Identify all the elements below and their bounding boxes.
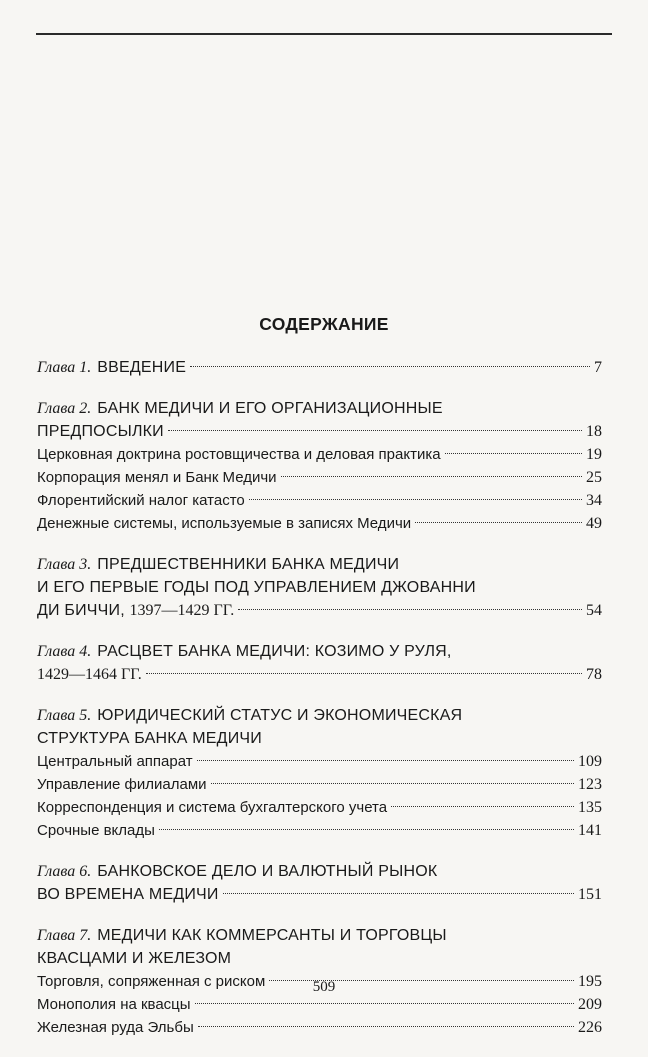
section-title: Денежные системы, используемые в записях Медичи [37, 515, 412, 532]
page-ref: 19 [586, 446, 602, 463]
dot-leader [195, 1003, 574, 1004]
section-title: Монополия на квасцы [37, 996, 191, 1013]
page-ref: 226 [578, 1019, 602, 1036]
page-ref: 34 [586, 492, 602, 509]
top-rule [36, 33, 612, 35]
chapter-title: ВВЕДЕНИЕ [97, 359, 187, 376]
chapter-2 [37, 397, 602, 535]
chapter-years: 1397—1429 ГГ. [129, 602, 235, 619]
chapter-4 [37, 640, 602, 686]
dot-leader [391, 806, 574, 807]
chapter-prefix: Глава 7. [37, 927, 92, 944]
dot-leader [281, 476, 582, 477]
chapter-prefix: Глава 5. [37, 707, 92, 724]
table-of-contents [37, 356, 602, 1057]
dot-leader [238, 609, 582, 610]
dot-leader [415, 522, 582, 523]
chapter-title: ЮРИДИЧЕСКИЙ СТАТУС И ЭКОНОМИЧЕСКАЯ [97, 707, 463, 724]
chapter-title: РАСЦВЕТ БАНКА МЕДИЧИ: КОЗИМО У РУЛЯ, [97, 643, 452, 660]
page-ref: 151 [578, 886, 602, 903]
chapter-title-cont: ДИ БИЧЧИ, [37, 602, 130, 619]
page-ref: 209 [578, 996, 602, 1013]
chapter-title: БАНК МЕДИЧИ И ЕГО ОРГАНИЗАЦИОННЫЕ [97, 400, 443, 417]
page-ref: 195 [578, 973, 602, 990]
chapter-title: БАНКОВСКОЕ ДЕЛО И ВАЛЮТНЫЙ РЫНОК [97, 863, 438, 880]
page-ref: 135 [578, 799, 602, 816]
section-title: Корпорация менял и Банк Медичи [37, 469, 277, 486]
section-title: Центральный аппарат [37, 753, 193, 770]
section-title: Торговля, сопряженная с риском [37, 973, 266, 990]
chapter-title: МЕДИЧИ КАК КОММЕРСАНТЫ И ТОРГОВЦЫ [97, 927, 447, 944]
chapter-title: ПРЕДШЕСТВЕННИКИ БАНКА МЕДИЧИ [97, 556, 400, 573]
page-title: СОДЕРЖАНИЕ [259, 314, 389, 334]
section-title: Корреспонденция и система бухгалтерского учета [37, 799, 388, 816]
dot-leader [198, 1026, 574, 1027]
page-ref: 25 [586, 469, 602, 486]
page-number: 509 [312, 979, 336, 995]
chapter-title-cont: КВАСЦАМИ И ЖЕЛЕЗОМ [37, 950, 232, 967]
dot-leader [159, 829, 574, 830]
chapter-prefix: Глава 4. [37, 643, 92, 660]
chapter-title-cont: ПРЕДПОСЫЛКИ [37, 423, 164, 440]
page-ref: 123 [578, 776, 602, 793]
dot-leader [146, 673, 582, 674]
dot-leader [168, 430, 582, 431]
section-title: Флорентийский налог катасто [37, 492, 245, 509]
chapter-title-cont: СТРУКТУРА БАНКА МЕДИЧИ [37, 730, 262, 747]
dot-leader [223, 893, 574, 894]
chapter-prefix: Глава 3. [37, 556, 92, 573]
chapter-3 [37, 553, 602, 622]
section-title: Церковная доктрина ростовщичества и деловая практика [37, 446, 441, 463]
section-title: Управление филиалами [37, 776, 207, 793]
section-title: Срочные вклады [37, 822, 155, 839]
dot-leader [190, 366, 590, 367]
dot-leader [249, 499, 582, 500]
chapter-prefix: Глава 2. [37, 400, 92, 417]
page-ref: 141 [578, 822, 602, 839]
chapter-5 [37, 704, 602, 842]
section-title: Железная руда Эльбы [37, 1019, 194, 1036]
chapter-6 [37, 860, 602, 906]
chapter-title-cont: ВО ВРЕМЕНА МЕДИЧИ [37, 886, 219, 903]
page-ref: 109 [578, 753, 602, 770]
dot-leader [197, 760, 574, 761]
page-ref: 18 [586, 423, 602, 440]
dot-leader [211, 783, 574, 784]
chapter-prefix: Глава 6. [37, 863, 92, 880]
page-ref: 54 [586, 602, 602, 619]
chapter-years: 1429—1464 ГГ. [37, 666, 142, 683]
chapter-1 [37, 356, 602, 379]
dot-leader [445, 453, 582, 454]
chapter-title-cont: И ЕГО ПЕРВЫЕ ГОДЫ ПОД УПРАВЛЕНИЕМ ДЖОВАННИ [37, 579, 476, 596]
chapter-prefix: Глава 1. [37, 359, 92, 376]
page-ref: 7 [594, 359, 602, 376]
page-ref: 49 [586, 515, 602, 532]
page-ref: 78 [586, 666, 602, 683]
